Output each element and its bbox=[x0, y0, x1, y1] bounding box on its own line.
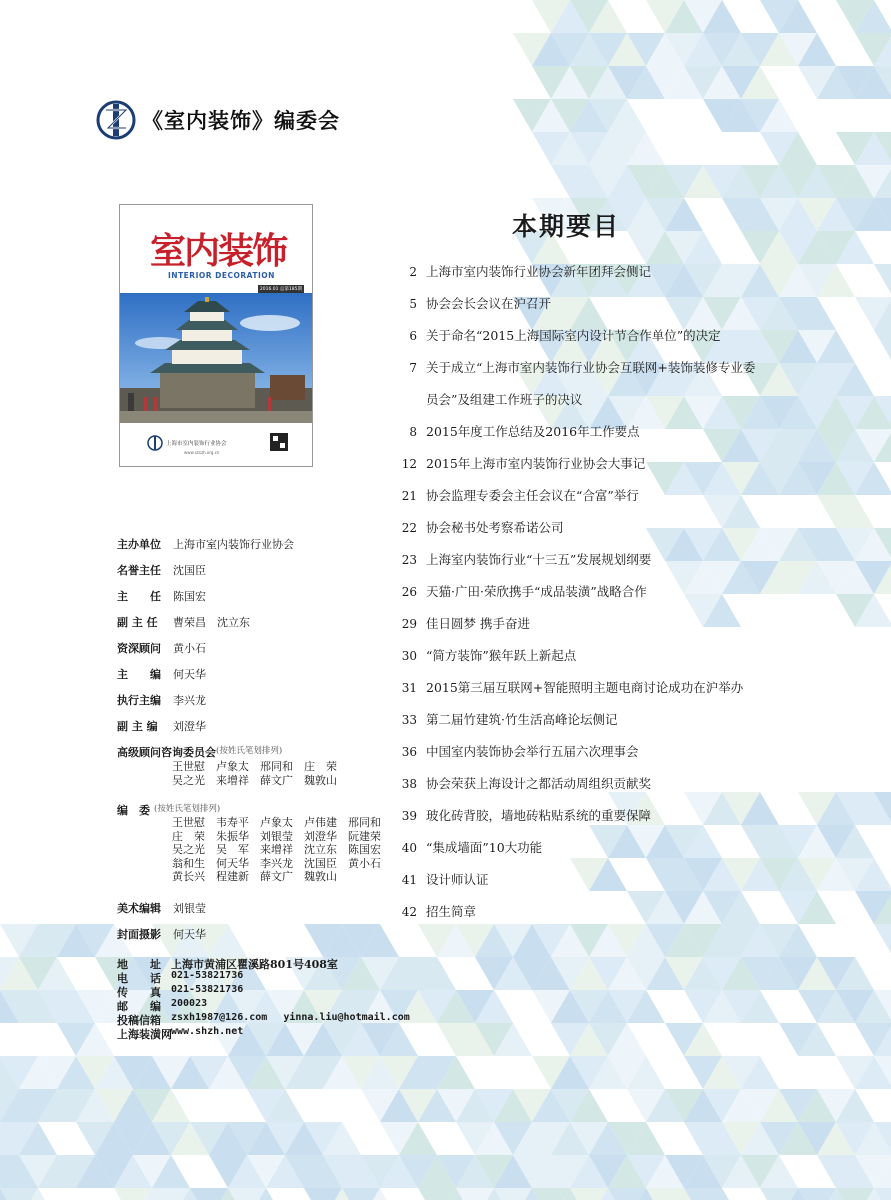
toc-item-title: 协会监理专委会主任会议在“合富”举行 bbox=[426, 488, 639, 503]
toc-item[interactable] bbox=[385, 770, 825, 802]
toc-item-title: 协会荣获上海设计之都活动周组织贡献奖 bbox=[426, 776, 652, 791]
deputy-editor-row bbox=[117, 718, 206, 734]
toc-item-title: “简方装饰”猴年跃上新起点 bbox=[426, 648, 577, 663]
toc-item[interactable] bbox=[385, 354, 825, 386]
postcode-value: 200023 bbox=[171, 998, 208, 1009]
chief-editor-value: 何天华 bbox=[173, 668, 206, 681]
art-editor-row bbox=[117, 900, 206, 916]
toc-item[interactable] bbox=[385, 418, 825, 450]
web-row bbox=[117, 1026, 243, 1042]
advisory-committee-note: (按姓氏笔划排列) bbox=[216, 746, 283, 756]
vice-director-value: 曹荣昌 沈立东 bbox=[173, 616, 250, 629]
senior-advisor-row bbox=[117, 640, 206, 656]
sponsor-value: 上海市室内装饰行业协会 bbox=[173, 538, 294, 551]
chief-editor-row bbox=[117, 666, 206, 682]
toc-item-title: 关于命名“2015上海国际室内设计节合作单位”的决定 bbox=[426, 328, 721, 343]
toc-item-title: 上海室内装饰行业“十三五”发展规划纲要 bbox=[426, 552, 652, 567]
advisory-committee-row bbox=[117, 744, 282, 760]
exec-editor-label: 执行主编 bbox=[117, 694, 161, 707]
cover-issue-badge: 2016.01 总第185期 bbox=[259, 287, 302, 292]
toc-item-title: 天猫·广田·荣欣携手“成品装潢”战略合作 bbox=[426, 584, 647, 599]
web-value[interactable]: www.shzh.net bbox=[171, 1026, 244, 1037]
committee-label: 编 委 bbox=[117, 804, 150, 817]
committee-line: 黄长兴 程建新 薛文广 魏敦山 bbox=[172, 870, 337, 883]
phone-label: 电 话 bbox=[117, 972, 161, 985]
advisory-committee-names bbox=[172, 760, 337, 787]
committee-note: (按姓氏笔划排列) bbox=[154, 804, 221, 814]
cover-title: 室内装饰 bbox=[150, 230, 287, 272]
toc-item-title: 协会秘书处考察希诺公司 bbox=[426, 520, 564, 535]
sponsor-row bbox=[117, 536, 294, 552]
toc-page-number: 2 bbox=[409, 265, 417, 279]
magazine-cover bbox=[119, 204, 313, 467]
cover-photo-row bbox=[117, 926, 206, 942]
honorary-row bbox=[117, 562, 206, 578]
fax-value: 021-53821736 bbox=[171, 984, 244, 995]
toc-item[interactable] bbox=[385, 706, 825, 738]
toc-page-number: 7 bbox=[409, 361, 417, 375]
advisory-line: 吴之光 来增祥 薛文广 魏敦山 bbox=[172, 773, 337, 787]
toc-page-number: 36 bbox=[401, 745, 417, 759]
committee-line: 吴之光 吴 军 来增祥 沈立东 陈国宏 bbox=[172, 843, 381, 856]
art-editor-label: 美术编辑 bbox=[117, 902, 161, 915]
toc-page-number: 12 bbox=[401, 457, 417, 471]
toc-item[interactable] bbox=[385, 514, 825, 546]
cover-subtitle: INTERIOR DECORATION bbox=[168, 271, 275, 280]
toc-page-number: 33 bbox=[401, 713, 417, 727]
toc-item-title: 佳日圆梦 携手奋进 bbox=[426, 616, 530, 631]
toc-page-number: 41 bbox=[401, 873, 417, 887]
toc-item-title: 协会会长会议在沪召开 bbox=[426, 296, 552, 311]
toc-item-title: 玻化砖背胶，墙地砖粘贴系统的重要保障 bbox=[426, 808, 652, 823]
toc-item[interactable] bbox=[385, 738, 825, 770]
deputy-editor-value: 刘澄华 bbox=[173, 720, 206, 733]
toc-page-number: 42 bbox=[401, 905, 417, 919]
toc-item[interactable] bbox=[385, 674, 825, 706]
cover-castle-photo bbox=[120, 293, 313, 423]
toc-item-title: 上海市室内装饰行业协会新年团拜会侧记 bbox=[426, 264, 652, 279]
page-header bbox=[96, 100, 340, 140]
toc-item-title: 2015年上海市室内装饰行业协会大事记 bbox=[426, 456, 646, 471]
toc-item-title: 2015第三届互联网+智能照明主题电商讨论成功在沪举办 bbox=[426, 680, 744, 695]
bg-triangle bbox=[874, 264, 891, 297]
committee-line: 庄 荣 朱振华 刘银莹 刘澄华 阮建荣 bbox=[172, 829, 381, 843]
toc-item[interactable] bbox=[385, 898, 825, 930]
committee-line: 翁和生 何天华 李兴龙 沈国臣 黄小石 bbox=[172, 856, 381, 870]
address-value: 上海市黄浦区瞿溪路801号408室 bbox=[171, 958, 338, 971]
toc-item-title: 中国室内装饰协会举行五届六次理事会 bbox=[426, 744, 639, 759]
senior-advisor-label: 资深顾问 bbox=[117, 642, 161, 655]
art-editor-value: 刘银莹 bbox=[173, 902, 206, 915]
committee-names bbox=[172, 816, 381, 884]
bg-triangle bbox=[874, 330, 891, 363]
toc-item-title: “集成墙面”10大功能 bbox=[426, 840, 543, 855]
toc-item[interactable] bbox=[385, 834, 825, 866]
vice-director-row bbox=[117, 614, 250, 630]
toc-page-number: 21 bbox=[401, 489, 417, 503]
toc-item[interactable] bbox=[385, 450, 825, 482]
advisory-line: 王世慰 卢象太 邢同和 庄 荣 bbox=[172, 760, 337, 773]
toc-item[interactable] bbox=[385, 546, 825, 578]
honorary-value: 沈国臣 bbox=[173, 564, 206, 577]
toc-item[interactable] bbox=[385, 258, 825, 290]
advisory-committee-label: 高级顾问咨询委员会 bbox=[117, 746, 216, 759]
magazine-logo-icon bbox=[96, 100, 136, 140]
toc-page-number: 22 bbox=[401, 521, 417, 535]
toc-item-title: 员会”及组建工作班子的决议 bbox=[426, 392, 583, 407]
exec-editor-row bbox=[117, 692, 206, 708]
toc-page-number: 5 bbox=[409, 297, 417, 311]
toc-item-title: 2015年度工作总结及2016年工作要点 bbox=[426, 424, 640, 439]
deputy-editor-label: 副 主 编 bbox=[117, 720, 158, 733]
toc-page-number: 31 bbox=[401, 681, 417, 695]
fax-label: 传 真 bbox=[117, 986, 161, 999]
editorial-board-title: 《室内装饰》编委会 bbox=[142, 108, 340, 133]
toc-page-number: 23 bbox=[401, 553, 417, 567]
cover-photo-label: 封面摄影 bbox=[117, 928, 161, 941]
toc-item[interactable] bbox=[385, 322, 825, 354]
toc-page-number: 38 bbox=[401, 777, 417, 791]
director-label: 主 任 bbox=[117, 590, 161, 603]
toc-item[interactable] bbox=[385, 642, 825, 674]
toc-item-title: 第二届竹建筑·竹生活高峰论坛侧记 bbox=[426, 712, 618, 727]
exec-editor-value: 李兴龙 bbox=[173, 694, 206, 707]
toc-page-number: 26 bbox=[401, 585, 417, 599]
table-of-contents bbox=[385, 258, 825, 930]
toc-item[interactable] bbox=[385, 866, 825, 898]
toc-page-number: 40 bbox=[401, 841, 417, 855]
address-label: 地 址 bbox=[117, 958, 161, 971]
toc-page-number: 29 bbox=[401, 617, 417, 631]
honorary-label: 名誉主任 bbox=[117, 564, 161, 577]
cover-association: 上海市室内装饰行业协会 bbox=[166, 441, 227, 447]
toc-item-title: 关于成立“上海市室内装饰行业协会互联网+装饰装修专业委 bbox=[426, 360, 756, 375]
toc-item[interactable] bbox=[385, 802, 825, 834]
toc-page-number: 30 bbox=[401, 649, 417, 663]
toc-page-number: 8 bbox=[409, 425, 417, 439]
toc-item[interactable] bbox=[385, 386, 825, 418]
director-row bbox=[117, 588, 206, 604]
bg-triangle bbox=[874, 924, 891, 957]
toc-item[interactable] bbox=[385, 578, 825, 610]
cover-photo-value: 何天华 bbox=[173, 928, 206, 941]
toc-item[interactable] bbox=[385, 290, 825, 322]
committee-line: 王世慰 韦寿平 卢象太 卢伟建 邢同和 bbox=[172, 816, 381, 829]
director-value: 陈国宏 bbox=[173, 590, 206, 603]
cover-website: www.szszh.org.cn bbox=[184, 450, 220, 455]
toc-item[interactable] bbox=[385, 610, 825, 642]
toc-title: 本期要目 bbox=[512, 212, 621, 241]
toc-item-title: 招生简章 bbox=[426, 904, 477, 919]
toc-page-number: 6 bbox=[409, 329, 417, 343]
sponsor-label: 主办单位 bbox=[117, 538, 161, 551]
postcode-label: 邮 编 bbox=[117, 1000, 161, 1013]
chief-editor-label: 主 编 bbox=[117, 668, 161, 681]
toc-item-title: 设计师认证 bbox=[426, 872, 489, 887]
email-label: 投稿信箱 bbox=[117, 1014, 161, 1027]
web-label: 上海装潢网 bbox=[117, 1028, 172, 1041]
vice-director-label: 副 主 任 bbox=[117, 616, 158, 629]
email-value[interactable]: zsxh1987@126.com bbox=[171, 1012, 268, 1023]
toc-page-number: 39 bbox=[401, 809, 417, 823]
toc-item[interactable] bbox=[385, 482, 825, 514]
email-value-2[interactable]: yinna.liu@hotmail.com bbox=[283, 1012, 410, 1023]
senior-advisor-value: 黄小石 bbox=[173, 642, 206, 655]
phone-value: 021-53821736 bbox=[171, 970, 244, 981]
